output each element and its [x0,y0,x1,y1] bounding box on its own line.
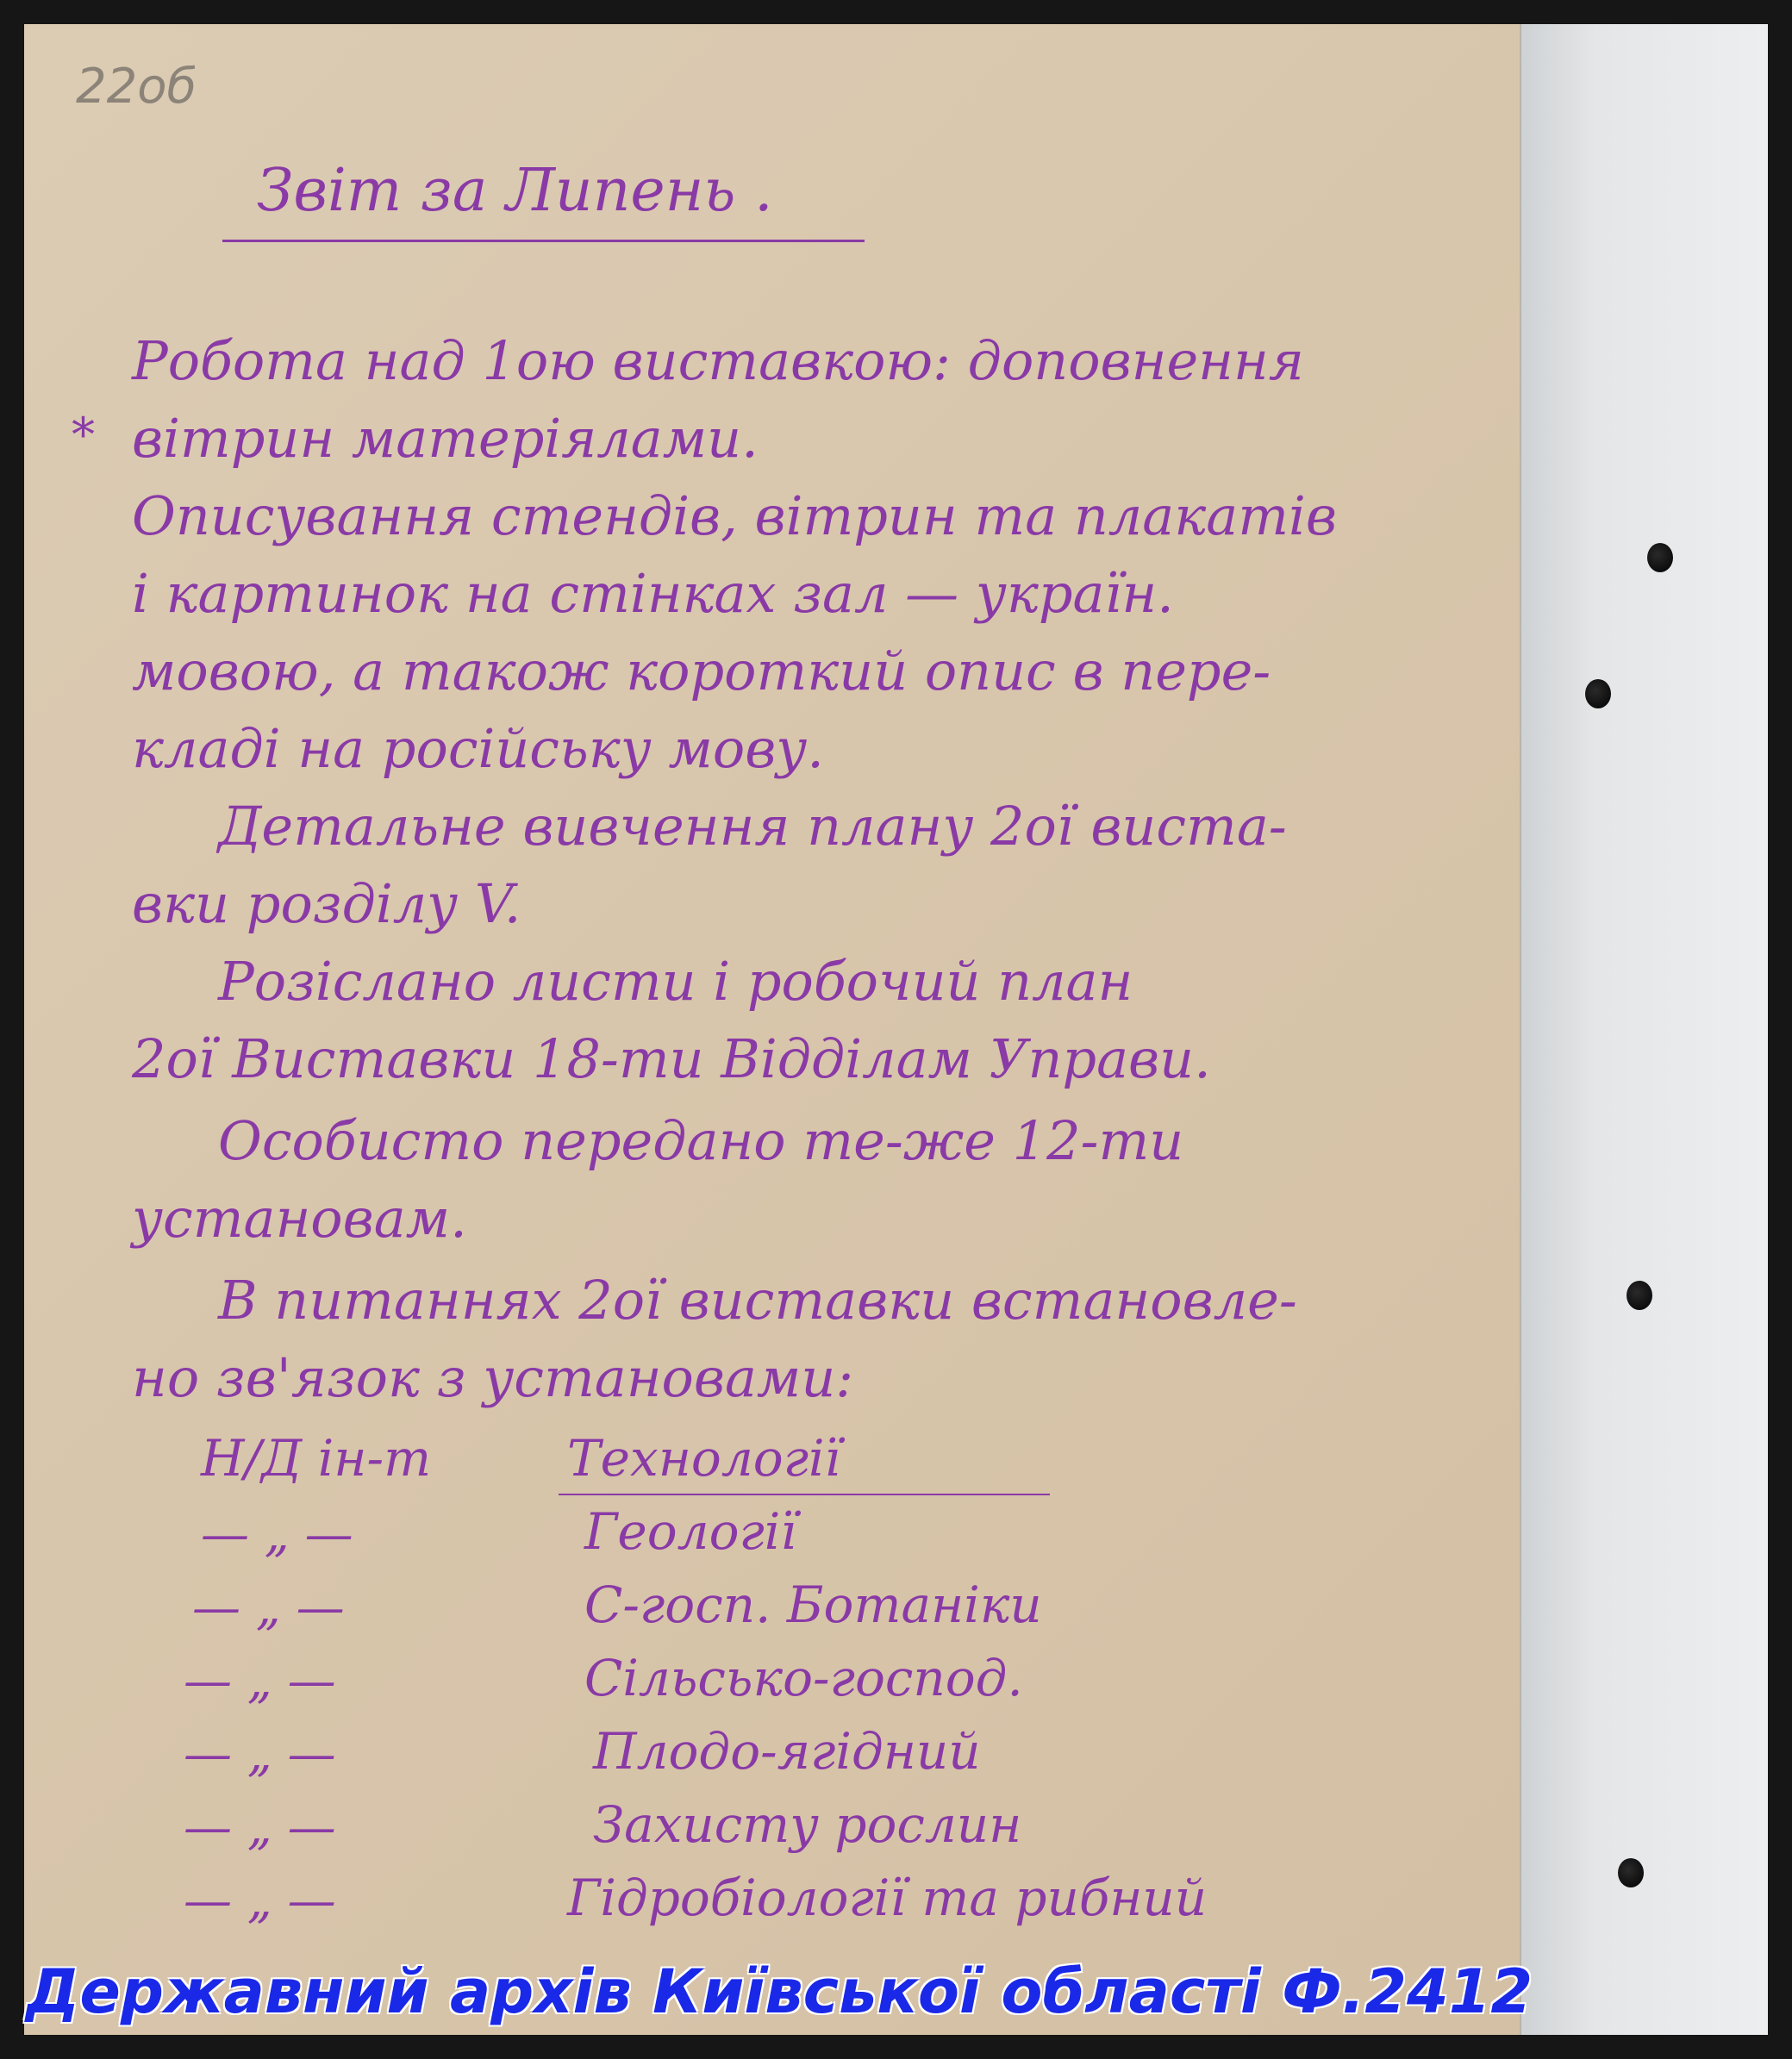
text-line: вки розділу V. [132,872,521,935]
institution-name: Технології [567,1429,841,1488]
institutions-header: Н/Д ін-т [201,1429,432,1488]
text-line: і картинок на стінках зал — україн. [132,562,1174,625]
tissue-interleaf [1520,24,1768,2035]
text-line: Описування стендів, вітрин та плакатів [132,484,1337,547]
punch-hole [1618,1858,1644,1887]
margin-mark: * [72,408,95,462]
header-underline [559,1494,1050,1495]
punch-hole [1627,1281,1652,1310]
document-title: Звіт за Липень . [257,157,773,225]
punch-hole [1647,543,1673,572]
archive-watermark: Державний архів Київської області Ф.2412 [26,1956,1533,2027]
title-underline [222,240,865,242]
punch-hole [1585,679,1611,708]
ditto-mark: — „ — [192,1580,345,1636]
text-line: но зв'язок з установами: [132,1346,854,1409]
institution-name: Плодо-ягідний [593,1722,981,1781]
paper-sheet [24,24,1520,2035]
folio-number: 22об [76,59,197,115]
text-line: В питаннях 2ої виставки встановле- [218,1269,1297,1332]
text-line: мовою, а також короткий опис в пере- [132,640,1271,702]
scanned-page [24,24,1768,2035]
institution-name: Захисту рослин [593,1795,1022,1854]
text-line: 2ої Виставки 18-ти Відділам Управи. [132,1027,1211,1090]
institution-name: Гідробіології та рибний [567,1869,1208,1927]
ditto-mark: — „ — [184,1873,336,1929]
ditto-mark: — „ — [184,1726,336,1782]
institution-name: С-госп. Ботаніки [584,1575,1042,1634]
text-line: Особисто передано те-же 12-ти [218,1109,1184,1172]
text-line: вітрин матеріялами. [132,407,759,470]
text-line: кладі на російську мову. [132,717,824,780]
ditto-mark: — „ — [201,1507,353,1563]
text-line: Розіслано листи і робочий план [218,950,1133,1013]
ditto-mark: — „ — [184,1653,336,1709]
text-line: Робота над 1ою виставкою: доповнення [132,329,1304,392]
ditto-mark: — „ — [184,1800,336,1856]
text-line: Детальне вивчення плану 2ої виста- [218,795,1287,858]
institution-name: Геології [584,1502,796,1561]
institution-name: Сільсько-господ. [584,1649,1023,1707]
text-line: установам. [132,1187,467,1250]
